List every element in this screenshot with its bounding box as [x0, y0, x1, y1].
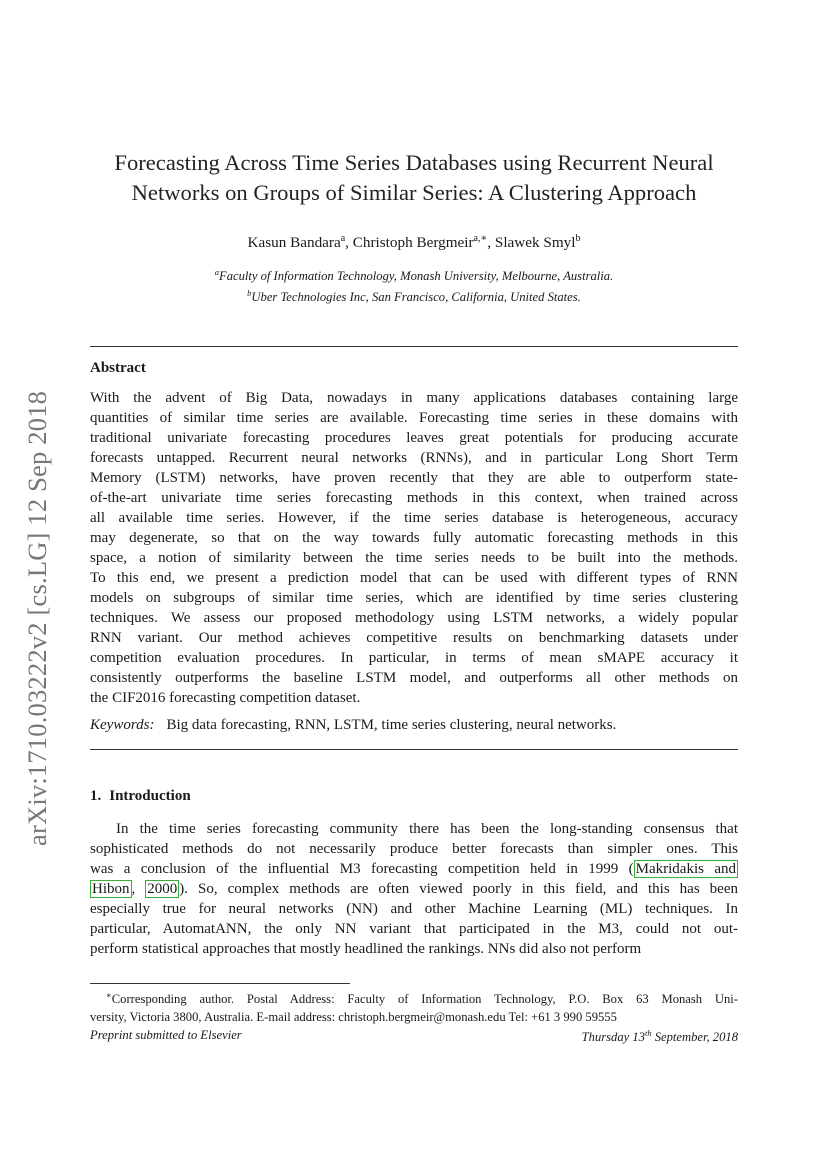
abstract-body [90, 388, 738, 708]
abstract-line: of-the-art univariate time series forecasting methods in this context, when trained across [90, 490, 738, 506]
section-heading [90, 788, 191, 805]
intro-line: Hibon , 2000 ). So, complex methods are often viewed poorly in this field, and this has been [92, 881, 738, 897]
author-name: Slawek Smyl [494, 234, 576, 252]
author-name: Christoph Bergmeir [352, 234, 474, 252]
abstract-line: all available time series. However, if the time series database is heterogeneous, accuracy [90, 510, 738, 526]
author-mark: a [340, 233, 346, 244]
footnote-line: versity, Victoria 3800, Australia. E-mail address: christoph.bergmeir@monash.edu Tel: +61 3 990 59555 [90, 1010, 617, 1025]
citation-year-link[interactable]: 2000 [147, 881, 178, 897]
abstract-line: models on subgroups of similar time series, which are identified by time series clustering [90, 590, 738, 606]
abstract-line: the CIF2016 forecasting competition dataset. [90, 690, 361, 706]
footnote-rule [90, 983, 350, 984]
introduction-body [90, 819, 738, 959]
abstract-line: may degenerate, so that on the way towards fully automatic forecasting methods in this [90, 530, 738, 546]
intro-line: especially true for neural networks (NN) and other Machine Learning (ML) techniques. In [90, 901, 738, 917]
abstract-line: RNN variant. Our method achieves competitive results on benchmarking datasets under [90, 630, 738, 646]
abstract-line: Memory (LSTM) networks, have proven recently that they are able to outperform state- [90, 470, 738, 486]
keywords-label: Keywords: [90, 717, 155, 733]
abstract-line: techniques. We assess our proposed methodology using LSTM networks, a widely popular [90, 610, 738, 626]
footer-date: Thursday 13th September, 2018 [581, 1028, 738, 1045]
abstract-line: traditional univariate forecasting procedures leaves great potentials for producing accurate [90, 430, 738, 446]
abstract-line: With the advent of Big Data, nowadays in many applications databases containing large [90, 390, 738, 406]
intro-line: particular, AutomatANN, the only NN variant that participated in the M3, could not out- [90, 921, 738, 937]
abstract-line: To this end, we present a prediction model that can be used with different types of RNN [90, 570, 738, 586]
author-mark: a,∗ [473, 233, 488, 244]
footnote-line: ∗Corresponding author. Postal Address: Faculty of Information Technology, P.O. Box 63 Monash Uni- [106, 990, 738, 1007]
intro-line: sophisticated methods do not necessarily produce better forecasts than simpler ones. This [90, 841, 738, 857]
affiliation-a: $^a$Faculty of Information Technology, Monash University, Melbourne, Australia. [214, 267, 614, 284]
arxiv-identifier: arXiv:1710.03222v2 [cs.LG] 12 Sep 2018 [22, 390, 52, 846]
title-line-2: Networks on Groups of Similar Series: A Clustering Approach [131, 180, 697, 205]
affiliations [0, 264, 828, 306]
abstract-heading: Abstract [90, 360, 146, 376]
abstract-line: space, a notion of similarity between the time series needs to be built into the methods. [90, 550, 738, 566]
paper-title [0, 148, 828, 208]
intro-line: In the time series forecasting community there has been the long-standing consensus that [116, 821, 738, 837]
abstract-line: competition evaluation procedures. In particular, in terms of mean sMAPE accuracy it [90, 650, 738, 666]
citation-link[interactable]: Hibon [92, 881, 130, 897]
abstract-line: quantities of similar time series are available. Forecasting time series in these domains with [90, 410, 738, 426]
keywords-text: Big data forecasting, RNN, LSTM, time series clustering, neural networks. [166, 717, 617, 733]
citation-link[interactable]: Makridakis and [635, 861, 736, 877]
title-line-1: Forecasting Across Time Series Databases using Recurrent Neural [114, 150, 714, 175]
author-name: Kasun Bandara [247, 234, 341, 252]
author-mark: b [575, 233, 581, 244]
intro-line: perform statistical approaches that mostly headlined the rankings. NNs did also not perform [90, 941, 642, 957]
section-title: Introduction [109, 788, 191, 804]
author-list: Kasun Bandara$^a$, Christoph Bergmeir$^{a,∗}$, Slawek Smyl$^b$ [247, 233, 581, 252]
abstract-line: consistently outperforms the baseline LSTM model, and outperforms all other methods on [90, 670, 738, 686]
keywords [90, 717, 616, 734]
section-number: 1. [90, 788, 102, 804]
footnote [90, 986, 738, 1026]
intro-line: was a conclusion of the influential M3 forecasting competition held in 1999 ( Makridakis and [90, 861, 736, 877]
abstract-line: forecasts untapped. Recurrent neural networks (RNNs), and in particular Long Short Term [90, 450, 738, 466]
abstract-top-rule [90, 346, 738, 347]
affiliation-b: $^b$Uber Technologies Inc, San Francisco, California, United States. [247, 288, 581, 305]
footer-preprint-note: Preprint submitted to Elsevier [90, 1028, 242, 1042]
abstract-bottom-rule [90, 749, 738, 750]
